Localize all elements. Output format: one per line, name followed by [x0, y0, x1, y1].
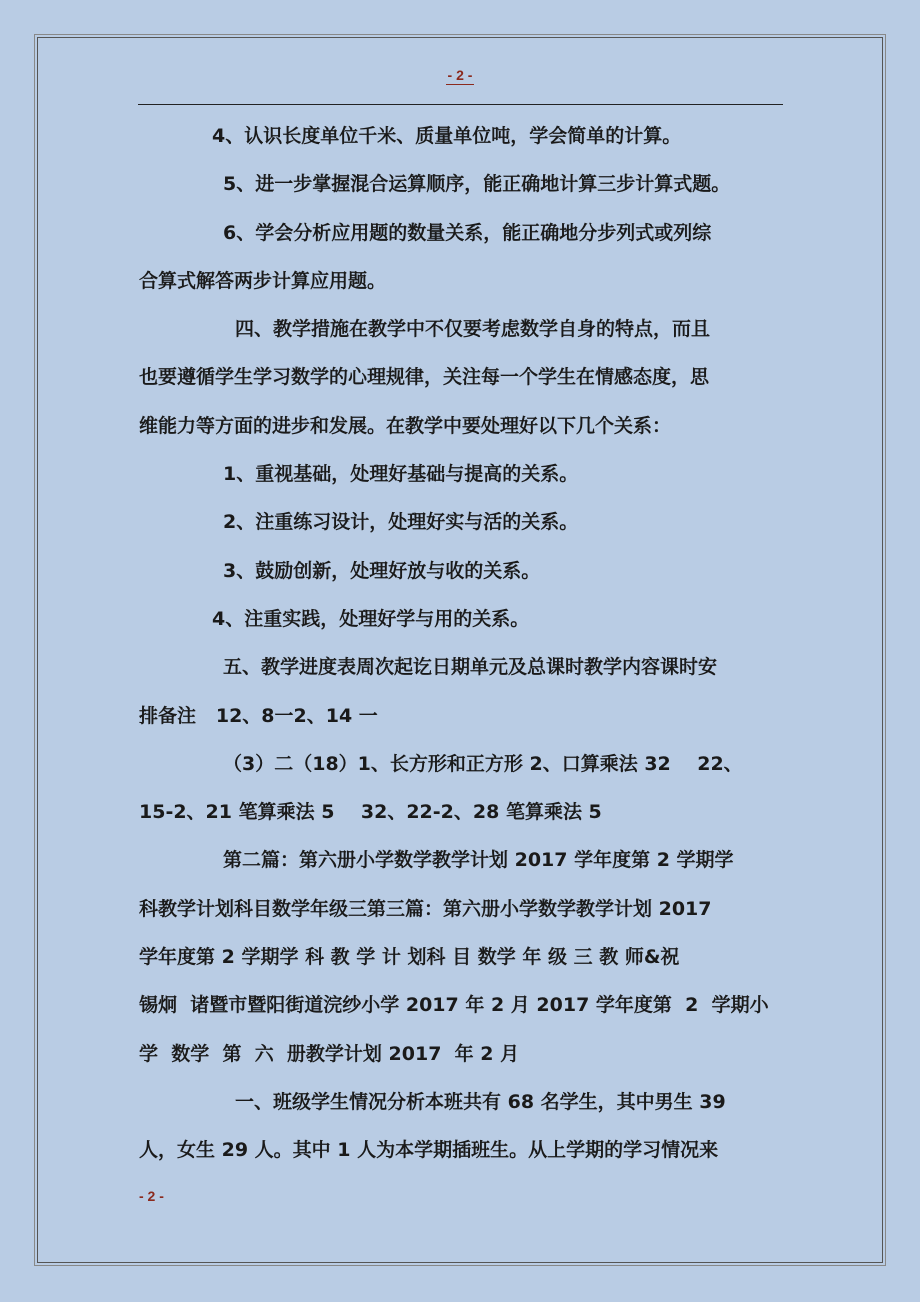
paragraph-line: 学年度第 2 学期学 科 教 学 计 划科 目 数学 年 级 三 教 师&祝: [139, 946, 680, 969]
document-body: [139, 112, 789, 1175]
paragraph-line: 合算式解答两步计算应用题。: [139, 269, 387, 292]
paragraph-line: 排备注 12、8一2、14 一: [139, 704, 378, 727]
paragraph-line: 3、鼓励创新，处理好放与收的关系。: [223, 559, 541, 582]
paragraph-line: 四、教学措施在教学中不仅要考虑数学自身的特点，而且: [235, 318, 711, 341]
paragraph-line: 6、学会分析应用题的数量关系，能正确地分步列式或列综: [223, 221, 712, 244]
paragraph-line: 人，女生 29 人。其中 1 人为本学期插班生。从上学期的学习情况来: [139, 1139, 719, 1162]
paragraph-line: 也要遵循学生学习数学的心理规律，关注每一个学生在情感态度，思: [139, 366, 710, 389]
paragraph-line: 学 数学 第 六 册教学计划 2017 年 2 月: [139, 1042, 520, 1065]
paragraph-line: 15-2、21 笔算乘法 5 32、22-2、28 笔算乘法 5: [139, 801, 602, 824]
header-divider: [138, 104, 783, 105]
footer-page-number: - 2 -: [139, 1188, 164, 1204]
paragraph-line: 1、重视基础，处理好基础与提高的关系。: [223, 463, 579, 486]
paragraph-line: 锡炯 诸暨市暨阳街道浣纱小学 2017 年 2 月 2017 学年度第 2 学期小: [139, 994, 769, 1017]
paragraph-line: 五、教学进度表周次起讫日期单元及总课时教学内容课时安: [223, 656, 718, 679]
paragraph-line: （3）二（18）1、长方形和正方形 2、口算乘法 32 22、: [223, 752, 743, 775]
paragraph-line: 一、班级学生情况分析本班共有 68 名学生，其中男生 39: [235, 1090, 726, 1113]
paragraph-line: 维能力等方面的进步和发展。在教学中要处理好以下几个关系：: [139, 414, 672, 437]
paragraph-line: 4、注重实践，处理好学与用的关系。: [212, 607, 530, 630]
paragraph-line: 第二篇：第六册小学数学教学计划 2017 学年度第 2 学期学: [223, 849, 734, 872]
paragraph-line: 4、认识长度单位千米、质量单位吨，学会简单的计算。: [212, 125, 682, 147]
paragraph-line: 2、注重练习设计，处理好实与活的关系。: [223, 511, 579, 534]
header-page-number: - 2 -: [447, 67, 473, 83]
paragraph-line: 科教学计划科目数学年级三第三篇：第六册小学数学教学计划 2017: [139, 897, 712, 920]
paragraph-line: 5、进一步掌握混合运算顺序，能正确地计算三步计算式题。: [223, 173, 731, 196]
